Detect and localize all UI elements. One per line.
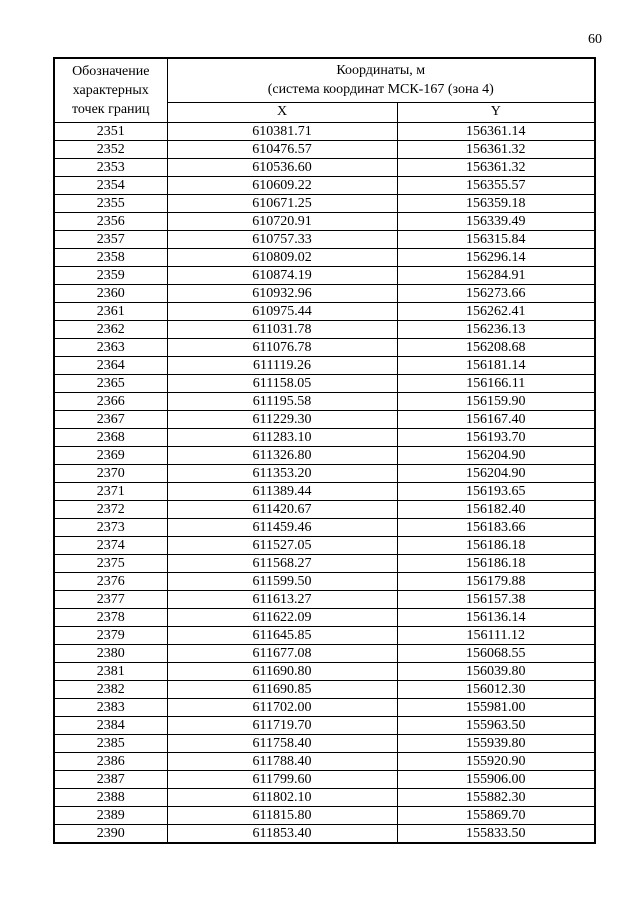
y-coordinate-cell: 156186.18 — [397, 554, 595, 572]
table-row — [54, 626, 595, 644]
table-row — [54, 356, 595, 374]
y-coordinate-cell: 156204.90 — [397, 446, 595, 464]
table-row — [54, 284, 595, 302]
y-coordinate-cell: 155939.80 — [397, 734, 595, 752]
x-coordinate-cell: 611389.44 — [167, 482, 397, 500]
coordinates-title: Координаты, м — [336, 63, 426, 79]
y-coordinate-cell: 155920.90 — [397, 752, 595, 770]
table-row — [54, 716, 595, 734]
point-id-cell: 2371 — [54, 482, 167, 500]
x-coordinate-cell: 611645.85 — [167, 626, 397, 644]
point-id-cell: 2372 — [54, 500, 167, 518]
table-row — [54, 500, 595, 518]
point-id-cell: 2388 — [54, 788, 167, 806]
point-id-cell: 2376 — [54, 572, 167, 590]
table-row — [54, 266, 595, 284]
point-id-cell: 2363 — [54, 338, 167, 356]
x-coordinate-cell: 611527.05 — [167, 536, 397, 554]
x-coordinate-cell: 611802.10 — [167, 788, 397, 806]
table-row — [54, 590, 595, 608]
table-row — [54, 248, 595, 266]
table-row — [54, 662, 595, 680]
y-coordinate-cell: 156167.40 — [397, 410, 595, 428]
point-id-cell: 2375 — [54, 554, 167, 572]
point-id-cell: 2377 — [54, 590, 167, 608]
table-row — [54, 572, 595, 590]
y-coordinate-cell: 156361.14 — [397, 122, 595, 140]
point-id-cell: 2359 — [54, 266, 167, 284]
y-coordinate-cell: 156339.49 — [397, 212, 595, 230]
point-id-cell: 2352 — [54, 140, 167, 158]
table-row — [54, 194, 595, 212]
x-coordinate-cell: 611702.00 — [167, 698, 397, 716]
y-coordinate-cell: 156039.80 — [397, 662, 595, 680]
point-id-cell: 2362 — [54, 320, 167, 338]
table-row — [54, 122, 595, 140]
point-id-cell: 2385 — [54, 734, 167, 752]
x-coordinate-cell: 611119.26 — [167, 356, 397, 374]
table-row — [54, 140, 595, 158]
x-coordinate-cell: 610609.22 — [167, 176, 397, 194]
point-id-cell: 2378 — [54, 608, 167, 626]
y-coordinate-cell: 156193.65 — [397, 482, 595, 500]
x-coordinate-cell: 611158.05 — [167, 374, 397, 392]
x-coordinate-cell: 611677.08 — [167, 644, 397, 662]
x-coordinate-cell: 610874.19 — [167, 266, 397, 284]
point-id-cell: 2358 — [54, 248, 167, 266]
y-coordinate-cell: 156315.84 — [397, 230, 595, 248]
x-coordinate-cell: 611459.46 — [167, 518, 397, 536]
point-id-cell: 2367 — [54, 410, 167, 428]
x-coordinate-cell: 611599.50 — [167, 572, 397, 590]
point-id-cell: 2353 — [54, 158, 167, 176]
y-coordinate-cell: 156296.14 — [397, 248, 595, 266]
table-row — [54, 824, 595, 843]
point-id-cell: 2389 — [54, 806, 167, 824]
y-coordinate-cell: 155906.00 — [397, 770, 595, 788]
point-id-cell: 2383 — [54, 698, 167, 716]
table-row — [54, 158, 595, 176]
header-line: точек границ — [71, 101, 150, 117]
table-row — [54, 698, 595, 716]
x-coordinate-cell: 611031.78 — [167, 320, 397, 338]
table-row — [54, 734, 595, 752]
point-id-cell: 2356 — [54, 212, 167, 230]
y-coordinate-cell: 156179.88 — [397, 572, 595, 590]
point-id-cell: 2360 — [54, 284, 167, 302]
table-row — [54, 554, 595, 572]
coordinates-table — [53, 57, 596, 844]
y-coordinate-cell: 156068.55 — [397, 644, 595, 662]
y-coordinate-cell: 156157.38 — [397, 590, 595, 608]
table-row — [54, 518, 595, 536]
table-row — [54, 320, 595, 338]
x-coordinate-cell: 611283.10 — [167, 428, 397, 446]
table-row — [54, 374, 595, 392]
table-row — [54, 752, 595, 770]
y-coordinate-cell: 156012.30 — [397, 680, 595, 698]
y-coordinate-cell: 155981.00 — [397, 698, 595, 716]
table-row — [54, 680, 595, 698]
x-coordinate-cell: 610720.91 — [167, 212, 397, 230]
y-coordinate-cell: 156262.41 — [397, 302, 595, 320]
y-coordinate-cell: 156182.40 — [397, 500, 595, 518]
x-coordinate-cell: 611568.27 — [167, 554, 397, 572]
table-row — [54, 770, 595, 788]
point-id-cell: 2365 — [54, 374, 167, 392]
point-id-cell: 2373 — [54, 518, 167, 536]
x-coordinate-cell: 610536.60 — [167, 158, 397, 176]
y-coordinate-cell: 155963.50 — [397, 716, 595, 734]
table-row — [54, 428, 595, 446]
y-column-header: Y — [397, 102, 595, 122]
y-coordinate-cell: 156273.66 — [397, 284, 595, 302]
y-coordinate-cell: 156136.14 — [397, 608, 595, 626]
table-row — [54, 788, 595, 806]
y-coordinate-cell: 156359.18 — [397, 194, 595, 212]
x-coordinate-cell: 610975.44 — [167, 302, 397, 320]
point-id-cell: 2369 — [54, 446, 167, 464]
point-id-cell: 2387 — [54, 770, 167, 788]
x-column-header: X — [167, 102, 397, 122]
boundary-point-column-header — [54, 58, 167, 122]
table-row — [54, 176, 595, 194]
point-id-cell: 2355 — [54, 194, 167, 212]
coordinate-system-subtitle: (система координат МСК-167 (зона 4) — [267, 82, 494, 98]
x-coordinate-cell: 610757.33 — [167, 230, 397, 248]
y-coordinate-cell: 156111.12 — [397, 626, 595, 644]
x-coordinate-cell: 611353.20 — [167, 464, 397, 482]
point-id-cell: 2361 — [54, 302, 167, 320]
x-coordinate-cell: 610381.71 — [167, 122, 397, 140]
y-coordinate-cell: 156181.14 — [397, 356, 595, 374]
x-coordinate-cell: 611719.70 — [167, 716, 397, 734]
y-coordinate-cell: 155869.70 — [397, 806, 595, 824]
point-id-cell: 2381 — [54, 662, 167, 680]
page-number: 60 — [588, 32, 602, 47]
x-coordinate-cell: 611690.80 — [167, 662, 397, 680]
y-coordinate-cell: 156208.68 — [397, 338, 595, 356]
point-id-cell: 2366 — [54, 392, 167, 410]
point-id-cell: 2354 — [54, 176, 167, 194]
table-row — [54, 212, 595, 230]
x-coordinate-cell: 610809.02 — [167, 248, 397, 266]
point-id-cell: 2379 — [54, 626, 167, 644]
point-id-cell: 2351 — [54, 122, 167, 140]
x-coordinate-cell: 610932.96 — [167, 284, 397, 302]
x-coordinate-cell: 611326.80 — [167, 446, 397, 464]
table-row — [54, 536, 595, 554]
table-row — [54, 338, 595, 356]
y-coordinate-cell: 156284.91 — [397, 266, 595, 284]
x-coordinate-cell: 610476.57 — [167, 140, 397, 158]
table-body — [54, 122, 595, 843]
table-row — [54, 644, 595, 662]
x-coordinate-cell: 611076.78 — [167, 338, 397, 356]
point-id-cell: 2357 — [54, 230, 167, 248]
table-row — [54, 392, 595, 410]
x-coordinate-cell: 611799.60 — [167, 770, 397, 788]
y-coordinate-cell: 156204.90 — [397, 464, 595, 482]
x-coordinate-cell: 611788.40 — [167, 752, 397, 770]
x-coordinate-cell: 611758.40 — [167, 734, 397, 752]
point-id-cell: 2390 — [54, 824, 167, 843]
table-row — [54, 410, 595, 428]
x-coordinate-cell: 611690.85 — [167, 680, 397, 698]
point-id-cell: 2382 — [54, 680, 167, 698]
x-coordinate-cell: 610671.25 — [167, 194, 397, 212]
x-coordinate-cell: 611420.67 — [167, 500, 397, 518]
table-row — [54, 464, 595, 482]
x-coordinate-cell: 611815.80 — [167, 806, 397, 824]
table-row — [54, 608, 595, 626]
table-row — [54, 806, 595, 824]
x-coordinate-cell: 611622.09 — [167, 608, 397, 626]
x-coordinate-cell: 611195.58 — [167, 392, 397, 410]
x-coordinate-cell: 611229.30 — [167, 410, 397, 428]
header-line: характерных — [72, 82, 149, 98]
point-id-cell: 2364 — [54, 356, 167, 374]
y-coordinate-cell: 156361.32 — [397, 158, 595, 176]
x-coordinate-cell: 611613.27 — [167, 590, 397, 608]
y-coordinate-cell: 156361.32 — [397, 140, 595, 158]
point-id-cell: 2380 — [54, 644, 167, 662]
point-id-cell: 2374 — [54, 536, 167, 554]
header-line: Обозначение — [72, 63, 150, 79]
point-id-cell: 2386 — [54, 752, 167, 770]
table-row — [54, 482, 595, 500]
y-coordinate-cell: 156186.18 — [397, 536, 595, 554]
x-coordinate-cell: 611853.40 — [167, 824, 397, 843]
point-id-cell: 2384 — [54, 716, 167, 734]
y-coordinate-cell: 156159.90 — [397, 392, 595, 410]
point-id-cell: 2370 — [54, 464, 167, 482]
y-coordinate-cell: 155882.30 — [397, 788, 595, 806]
y-coordinate-cell: 156236.13 — [397, 320, 595, 338]
table-row — [54, 230, 595, 248]
y-coordinate-cell: 155833.50 — [397, 824, 595, 843]
table-row — [54, 446, 595, 464]
y-coordinate-cell: 156166.11 — [397, 374, 595, 392]
table-row — [54, 302, 595, 320]
coordinates-group-header — [167, 58, 595, 102]
y-coordinate-cell: 156193.70 — [397, 428, 595, 446]
point-id-cell: 2368 — [54, 428, 167, 446]
y-coordinate-cell: 156355.57 — [397, 176, 595, 194]
y-coordinate-cell: 156183.66 — [397, 518, 595, 536]
